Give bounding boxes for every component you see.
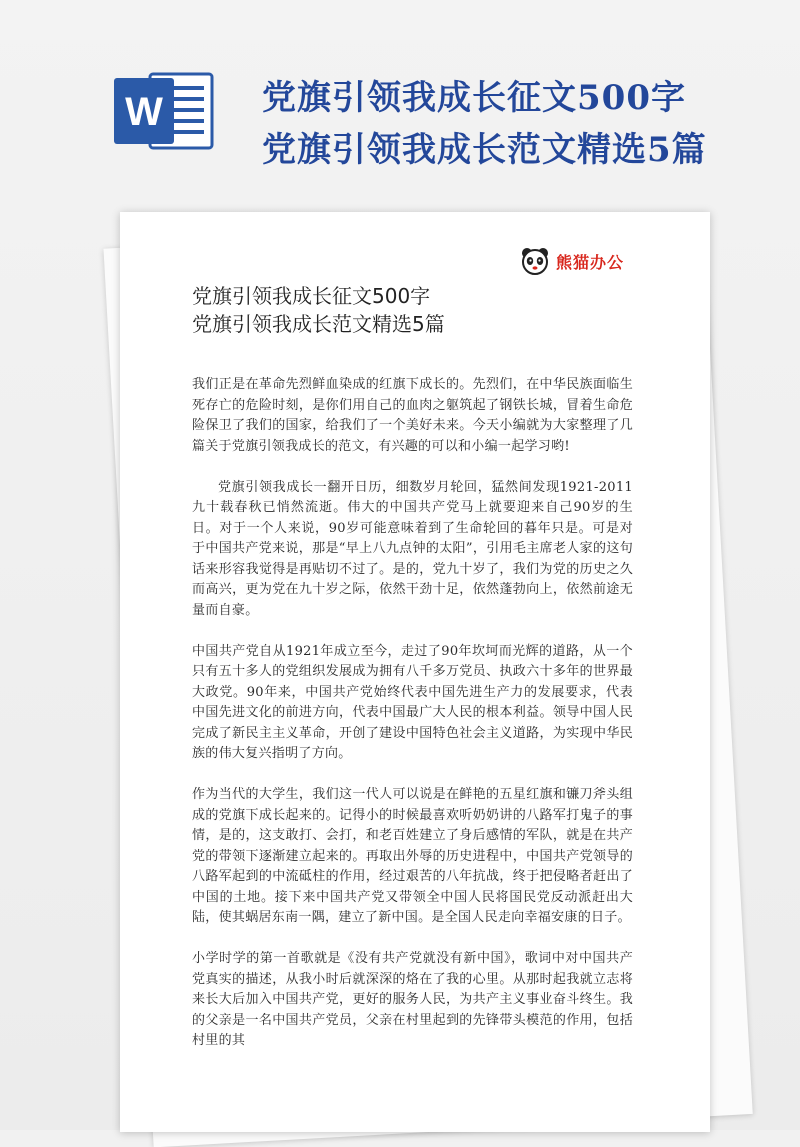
document-body	[192, 375, 633, 1052]
paragraph: 小学时学的第一首歌就是《没有共产党就没有新中国》，歌词中对中国共产党真实的描述，从我小时后就深深的烙在了我的心里。从那时起我就立志将来长大后加入中国共产党，更好的服务人民，为共产主义事业奋斗终生。我的父亲是一名中国共产党员，父亲在村里起到的先锋带头模范的作用，包括村里的其	[192, 951, 633, 1048]
document-title-line2: 党旗引领我成长范文精选5篇	[192, 312, 445, 336]
paragraph: 中国共产党自从1921年成立至今，走过了90年坎坷而光辉的道路，从一个只有五十多人的党组织发展成为拥有八千多万党员、执政六十多年的世界最大政党。90年来，中国共产党始终代表中国先进生产力的发展要求，代表中国先进文化的前进方向，代表中国最广大人民的根本利益。领导中国人民完成了新民主主义革命，开创了建设中国特色社会主义道路，为实现中华民族的伟大复兴指明了方向。	[192, 643, 633, 761]
header-title	[262, 72, 707, 176]
paragraph: 党旗引领我成长一翻开日历，细数岁月轮回，猛然间发现1921-2011九十载春秋已悄然流逝。伟大的中国共产党马上就要迎来自己90岁的生日。对于一个人来说，90岁可能意味着到了生命轮回的暮年只是。可是对于中国共产党来说，那是“早上八九点钟的太阳”，引用毛主席老人家的这句话来形容我觉得是再贴切不过了。是的，党九十岁了，我们为党的历史之久而高兴，更为党在九十岁之际，依然干劲十足，依然蓬勃向上，依然前途无量而自豪。	[192, 479, 633, 618]
svg-text:W: W	[125, 90, 163, 134]
logo-text: 熊猫办公	[556, 252, 625, 272]
word-document-icon	[112, 72, 216, 150]
paragraph-intro: 我们正是在革命先烈鲜血染成的红旗下成长的。先烈们，在中华民族面临生死存亡的危险时刻，是你们用自己的血肉之躯筑起了钢铁长城，冒着生命危险保卫了我们的国家，给我们了一个美好未来。今天小编就为大家整理了几篇关于党旗引领我成长的范文，有兴趣的可以和小编一起学习哟!	[192, 377, 633, 454]
paragraph: 作为当代的大学生，我们这一代人可以说是在鲜艳的五星红旗和镰刀斧头组成的党旗下成长起来的。记得小的时候最喜欢听奶奶讲的八路军打鬼子的事情，是的，这支敢打、会打，和老百姓建立了身后感情的军队，就是在共产党的带领下逐渐建立起来的。再取出外辱的历史进程中，中国共产党领导的八路军起到的中流砥柱的作用，经过艰苦的八年抗战，终于把侵略者赶出了中国的土地。接下来中国共产党又带领全中国人民将国民党反动派赶出大陆，使其蜗居东南一隅，建立了新中国。是全国人民走向幸福安康的日子。	[192, 787, 633, 925]
document-title	[192, 282, 445, 338]
panda-office-logo	[520, 246, 624, 276]
document-title-line1: 党旗引领我成长征文500字	[192, 284, 431, 308]
header-title-line1: 党旗引领我成长征文500字	[262, 78, 686, 118]
header-title-line2: 党旗引领我成长范文精选5篇	[262, 130, 707, 170]
panda-icon	[520, 246, 550, 276]
